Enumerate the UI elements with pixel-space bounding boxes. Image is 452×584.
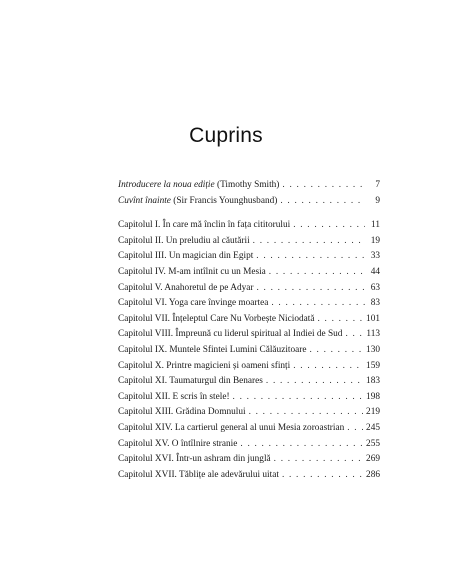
dot-leader [280,194,365,210]
toc-entry-label: Capitolul X. Printre magicieni și oameni sfinți [118,360,291,371]
toc-page-number: 183 [366,376,380,387]
toc-entry-label: Capitolul VII. Înțeleptul Care Nu Vorbește Niciodată [118,313,315,324]
toc-entry-chapter [118,296,380,312]
toc-entry-label: Capitolul XII. E scris în stele! [118,391,230,402]
toc-entry-chapter [118,421,380,437]
toc-entry-label: Capitolul XV. O întîlnire stranie [118,438,238,449]
toc-page-number: 130 [366,344,380,355]
dot-leader [253,234,365,250]
toc-page-number: 9 [375,195,380,206]
toc-page-number: 255 [366,438,380,449]
toc-entry-chapter [118,249,380,265]
toc-page-number: 83 [370,298,380,309]
dot-leader [240,437,363,453]
dot-leader [249,405,363,421]
toc-page-number: 7 [375,180,380,190]
toc-entry-label: Capitolul XI. Taumaturgul din Benares [118,376,263,387]
toc-entry-label: Capitolul XVI. Într-un ashram din junglă [118,454,271,465]
toc-entry-chapter [118,218,380,234]
toc-entry-chapter [118,343,380,359]
toc-entry-label: Capitolul I. În care mă înclin în fața cititorului [118,220,291,231]
dot-leader [347,421,363,437]
dot-leader [345,327,363,343]
toc-page-number: 113 [366,329,380,340]
dot-leader [269,265,365,281]
toc-entry-introduction [118,178,380,194]
toc-page-number: 11 [371,220,380,231]
toc-page-number: 286 [366,469,380,480]
toc-entry-chapter [118,437,380,453]
toc-page-number: 219 [366,407,380,418]
toc-entry-chapter [118,374,380,390]
dot-leader [256,281,365,297]
toc-page-number: 33 [370,251,380,262]
toc-entry-italic-label: Introducere la noua ediție [118,180,215,190]
dot-leader [282,468,363,484]
toc-entry-label: Capitolul IV. M-am intîlnit cu un Mesia [118,266,266,277]
toc-entry-chapter [118,390,380,406]
toc-entry-label: Capitolul VIII. Împreună cu liderul spiritual al Indiei de Sud [118,329,343,340]
toc-entry-label: Capitolul XVII. Tăblițe ale adevărului uitat [118,469,279,480]
toc-entry-foreword [118,194,380,210]
dot-leader [293,359,363,375]
toc-page-number: 101 [366,313,380,324]
toc-entry-italic-label: Cuvînt înainte [118,195,171,206]
dot-leader [274,452,363,468]
toc-entry-chapter [118,359,380,375]
dot-leader [317,312,363,328]
toc-entry-label: Capitolul XIV. La cartierul general al unui Mesia zoroastrian [118,422,345,433]
toc-entry-label: (Sir Francis Younghusband) [170,195,278,206]
toc-entry-chapter [118,327,380,343]
toc-entry-chapter [118,405,380,421]
dot-leader [271,296,365,312]
toc-page-number: 269 [366,454,380,465]
dot-leader [309,343,363,359]
toc-entry-chapter [118,281,380,297]
toc-entry-chapter [118,452,380,468]
toc-entry-label: Capitolul VI. Yoga care învinge moartea [118,298,269,309]
toc-entry-label: (Timothy Smith) [214,180,280,190]
toc-entry-chapter [118,312,380,328]
dot-leader [293,218,365,234]
dot-leader [266,374,363,390]
toc-entry-label: Capitolul IX. Muntele Sfintei Lumini Călăuzitoare [118,344,307,355]
toc-entry-chapter [118,234,380,250]
dot-leader [282,178,365,194]
toc-entry-label: Capitolul III. Un magician din Egipt [118,251,254,262]
toc-page-number: 159 [366,360,380,371]
toc-entry-label: Capitolul II. Un preludiu al căutării [118,235,250,246]
toc-page-number: 198 [366,391,380,402]
toc-page-number: 19 [370,235,380,246]
toc-entry-label: Capitolul XIII. Grădina Domnului [118,407,246,418]
toc-entry-chapter [118,265,380,281]
chapter-list [118,218,380,483]
toc-page-number: 44 [370,266,380,277]
page-title: Cuprins [189,124,263,147]
toc-page-number: 63 [370,282,380,293]
dot-leader [233,390,364,406]
toc-page-number: 245 [366,422,380,433]
dot-leader [256,249,365,265]
toc-entry-chapter [118,468,380,484]
toc-entry-label: Capitolul V. Anahoretul de pe Adyar [118,282,254,293]
table-of-contents [118,178,380,483]
